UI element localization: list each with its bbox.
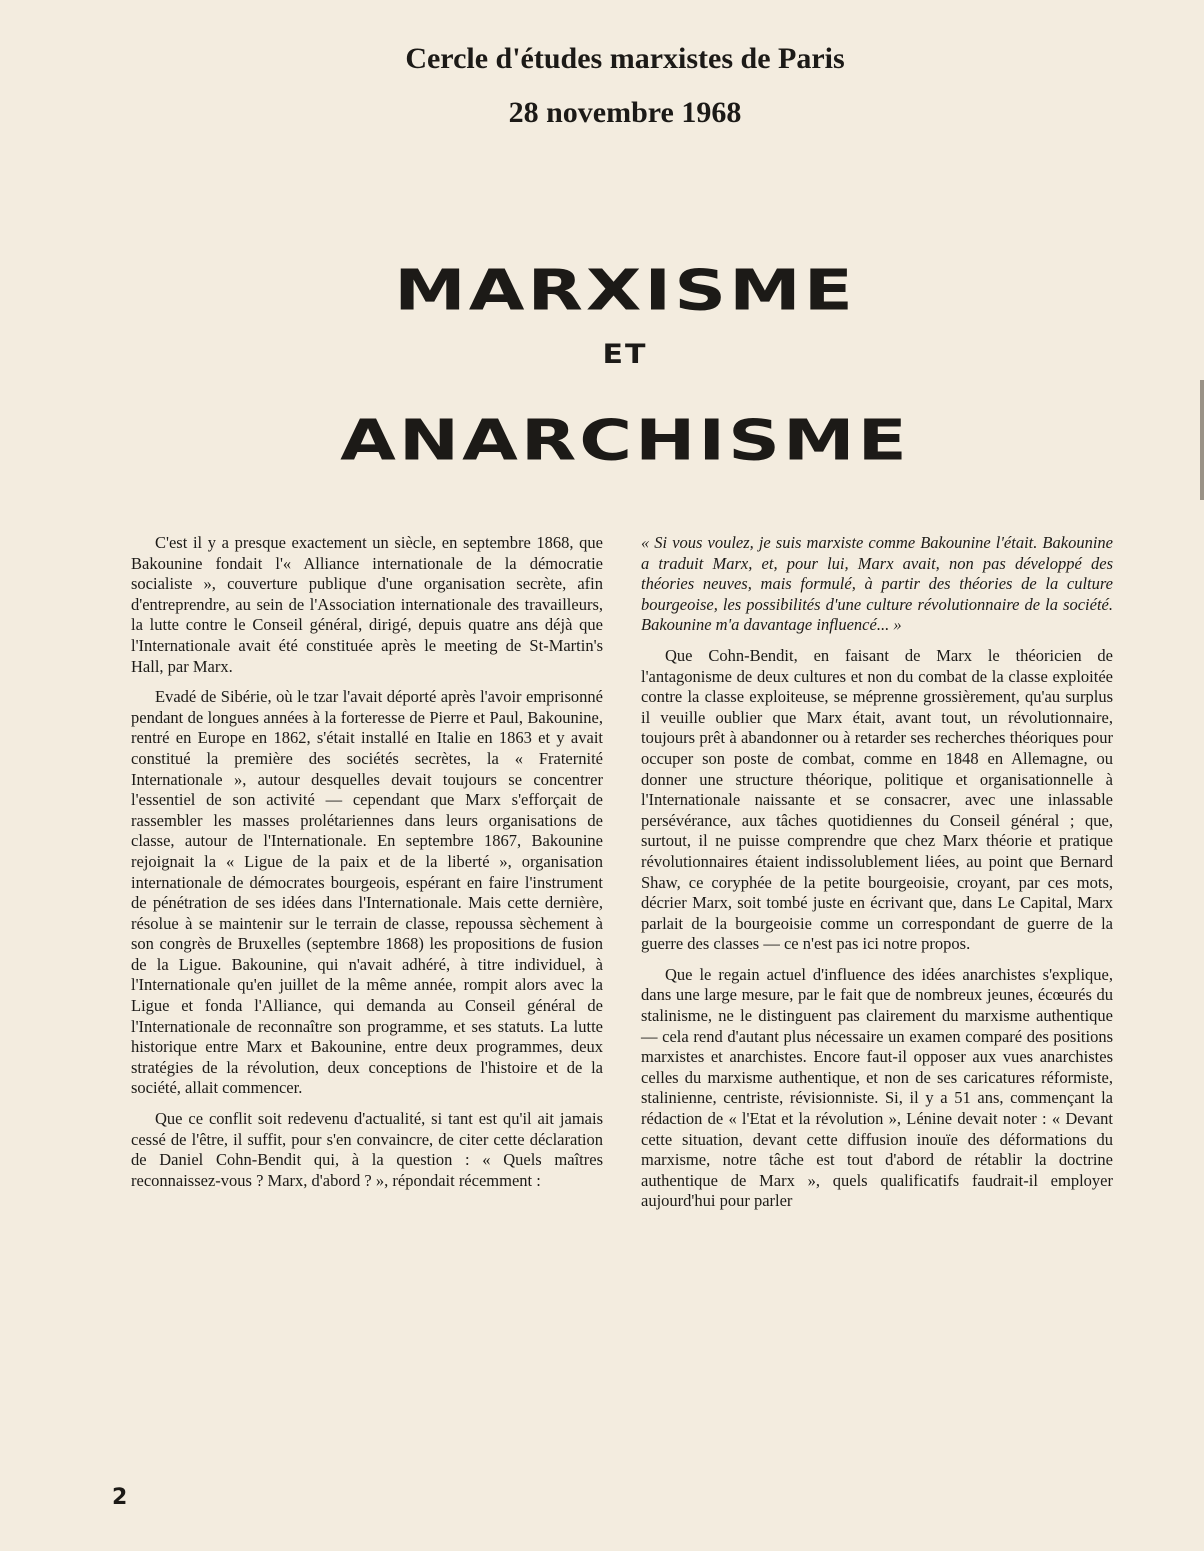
header-date: 28 novembre 1968	[508, 96, 742, 129]
paragraph: Que le regain actuel d'influence des idées anarchistes s'explique, dans une large mesure, par le fait que de nombreux jeunes, écœurés du stalinisme, ne le distinguent pas clairement du marxisme authentique — cela rend d'autant plus nécessaire un examen comparé des positions marxistes et anarchistes. Encore faut-il opposer aux vues anarchistes celles du marxisme authentique, et non de ses caricatures réformiste, stalinienne, centriste, révisionniste. Si, il y a 51 ans, commençant la rédaction de « l'Etat et la révolution », Lénine devait noter : « Devant cette situation, devant cette diffusion inouïe des déformations du marxisme, notre tâche est tout d'abord de rétablir la doctrine authentique de Marx », quels qualificatifs faudrait-il employer aujourd'hui pour parler	[641, 964, 1113, 1211]
header-organization: Cercle d'études marxistes de Paris	[405, 42, 845, 75]
right-column	[641, 533, 1113, 1222]
paragraph: Que ce conflit soit redevenu d'actualité, si tant est qu'il ait jamais cessé de l'être, il suffit, pour s'en convaincre, de citer cette déclaration de Daniel Cohn-Bendit qui, à la question : « Quels maîtres reconnaissez-vous ? Marx, d'abord ? », répondait récemment :	[131, 1109, 603, 1190]
paragraph: C'est il y a presque exactement un siècle, en septembre 1868, que Bakounine fondait l'« Alliance internationale de la démocratie socialiste », couverture publique d'une organisation secrète, afin d'entreprendre, au sein de l'Association internationale des travailleurs, la lutte contre le Conseil général, dirigé, depuis quatre ans déjà que l'Internationale avait été constituée après le meeting de St-Martin's Hall, par Marx.	[131, 533, 603, 676]
title-line-marxisme: MARXISME	[394, 257, 856, 323]
page-number: 2	[112, 1485, 128, 1510]
left-column	[131, 533, 603, 1201]
article-title	[0, 257, 1204, 484]
paragraph: Evadé de Sibérie, où le tzar l'avait déporté après l'avoir emprisonné pendant de longues années à la forteresse de Pierre et Paul, Bakounine, rentré en Europe en 1862, s'était installé en Italie en 1863 et y avait constitué la première des sociétés secrètes, la « Fraternité Internationale », autour desquelles devait toujours se concentrer l'essentiel de son activité — cependant que Marx s'efforçait de rassembler les masses prolétariennes dans leurs organisations de classe, autour de l'Internationale. En septembre 1867, Bakounine rejoignait la « Ligue de la paix et de la liberté », organisation internationale de démocrates bourgeois, espérant en faire l'instrument de pénétration de ses idées dans l'Internationale. Mais cette dernière, résolue à se maintenir sur le terrain de classe, repoussa sèchement à son congrès de Bruxelles (septembre 1868) les propositions de fusion de la Ligue. Bakounine, qui n'avait adhéré, à titre individuel, à l'Internationale qu'en juillet de la même année, rompit alors avec la Ligue et fonda l'Alliance, qui demanda au Conseil général de l'Internationale de reconnaître son programme, et ses statuts. La lutte historique entre Marx et Bakounine, entre deux programmes, deux stratégies de la révolution, deux conceptions de l'histoire et de la société, allait commencer.	[131, 687, 603, 1098]
title-line-anarchisme: ANARCHISME	[340, 407, 910, 473]
cohn-bendit-quote: « Si vous voulez, je suis marxiste comme Bakounine l'était. Bakounine a traduit Marx, et, pour lui, Marx avait, non pas développé des théories neuves, mais formulé, à partir des théories de la culture bourgeoise, les possibilités d'une culture révolutionnaire de la société. Bakounine m'a davantage influencé... »	[641, 533, 1113, 635]
page-header	[0, 32, 1204, 140]
paragraph: Que Cohn-Bendit, en faisant de Marx le théoricien de l'antagonisme de deux cultures et non du combat de la classe exploitée contre la classe exploiteuse, se méprenne grossièrement, qu'au surplus il veuille oublier que Marx était, avant tout, un révolutionnaire, toujours prêt à abandonner ou à retarder ses recherches théoriques pour occuper son poste de combat, comme en 1848 en Allemagne, ou donner une structure théorique, politique et organisationnelle à l'Internationale naissante et se consacrer, avec une inlassable persévérance, aux tâches quotidiennes du Conseil général ; que, surtout, il ne puisse comprendre que chez Marx théorie et pratique révolutionnaires étaient indissolublement liées, au point que Bernard Shaw, ce coryphée de la petite bourgeoisie, croyant, par ces mots, décrier Marx, soit tombé juste en écrivant que, dans Le Capital, Marx parlait de la bourgeoisie comme un correspondant de guerre de la guerre des classes — ce n'est pas ici notre propos.	[641, 645, 1113, 954]
title-line-et: ET	[602, 338, 648, 371]
binding-edge	[1200, 380, 1204, 500]
